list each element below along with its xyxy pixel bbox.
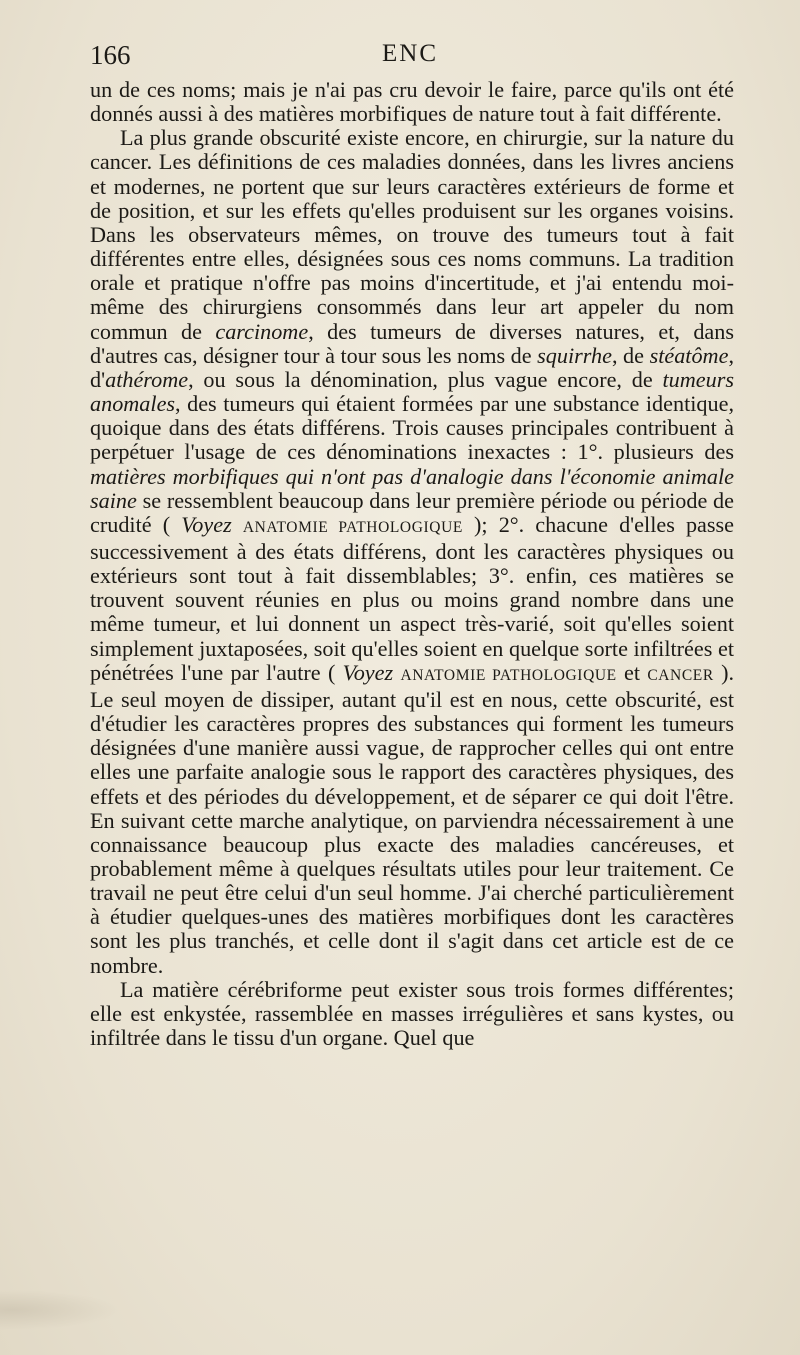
text-run: , des tumeurs qui étaient formées par une substance identique, quoique dans des états différens. Trois causes principales contribuent à perpétuer l'usage de ces dénominations inexactes : 1°. plusieurs des [90, 391, 734, 465]
italic-term: matières morbifiques qui n'ont pas d'analogie dans l'économie animale saine [90, 463, 734, 513]
text-run: ); 2°. chacune d'elles passe successivement à des états différens, dont les caractères physiques ou extérieurs sont tout à fait dissemblables; 3°. enfin, ces matières se trouvent souvent réunies en plus ou moins grand nombre dans une même tumeur, et lui donnent un aspect très-varié, soit qu'elles soient simplement juxtaposées, soit qu'elles soient en quelque sorte infiltrées et pénétrées l'une par l'autre ( [90, 511, 734, 685]
paragraph-cerebriform-matter: La matière cérébriforme peut exister sous trois formes différentes; elle est enkystée, rassemblée en masses irrégulières et sans kystes, ou infiltrée dans le tissu d'un organe. Quel que [90, 976, 734, 1051]
small-caps-reference: ANATOMIE PATHOLOGIQUE [242, 518, 463, 536]
paragraph-cancer-obscurity [90, 126, 734, 977]
italic-term: athérome [105, 366, 189, 392]
italic-term: tumeurs anomales [90, 366, 734, 417]
page-number: 166 [90, 40, 131, 70]
paper-stain [0, 1290, 120, 1330]
page-header [90, 40, 730, 74]
italic-term: squirrhe [537, 342, 612, 368]
italic-term: stéatôme [649, 342, 729, 368]
paragraph-continuation: un de ces noms; mais je n'ai pas cru devoir le faire, parce qu'ils ont été donnés aussi à des matières morbifiques de nature tout à fait différente. [90, 77, 734, 127]
small-caps-reference: CANCER [647, 666, 714, 684]
body-text [90, 78, 734, 1050]
text-run: , des tumeurs de diverses natures, et, dans d'autres cas, désigner tour à tour sous les noms de [90, 318, 734, 368]
italic-term: Voyez [342, 659, 394, 685]
text-run: La plus grande obscurité existe encore, en chirurgie, sur la nature du cancer. Les définitions de ces maladies données, dans les livres anciens et modernes, ne portent que sur leurs caractères extérieurs de forme et de position, et sur les effets qu'elles produisent sur les organes voisins. Dans les observateurs mêmes, on trouve des tumeurs tout à fait différentes entre elles, désignées sous ces noms communs. La tradition orale et pratique n'offre pas moins d'incertitude, et j'ai entendu moi-même des chirurgiens consommés dans leur art appeler du nom commun de [90, 125, 734, 344]
text-run: , d' [90, 342, 734, 392]
small-caps-reference: ANATOMIE PATHOLOGIQUE [400, 666, 617, 684]
text-run: se ressemblent beaucoup dans leur première période ou période de crudité ( [90, 487, 734, 537]
italic-term: Voyez [181, 511, 232, 537]
running-head: ENC [382, 40, 438, 67]
text-run: et [616, 659, 648, 685]
italic-term: carcinome [215, 318, 309, 344]
text-run: , ou sous la dénomination, plus vague encore, de [188, 366, 663, 392]
text-run: , de [611, 342, 650, 368]
text-run: ). Le seul moyen de dissiper, autant qu'il est en nous, cette obscurité, est d'étudier les caractères propres des substances qui forment les tumeurs désignées d'une manière aussi vague, de rapprocher celles qui ont entre elles une parfaite analogie sous le rapport des caractères physiques, des effets et des périodes du développement, et de séparer ce qui doit l'être. En suivant cette marche analytique, on parviendra nécessairement à une connaissance beaucoup plus exacte des maladies cancéreuses, et probablement même à quelques résultats utiles pour leur traitement. Ce travail ne peut être celui d'un seul homme. J'ai cherché particulièrement à étudier quelques-unes des matières morbifiques dont les caractères sont les plus tranchés, et celle dont il s'agit dans cet article est de ce nombre. [90, 659, 735, 978]
